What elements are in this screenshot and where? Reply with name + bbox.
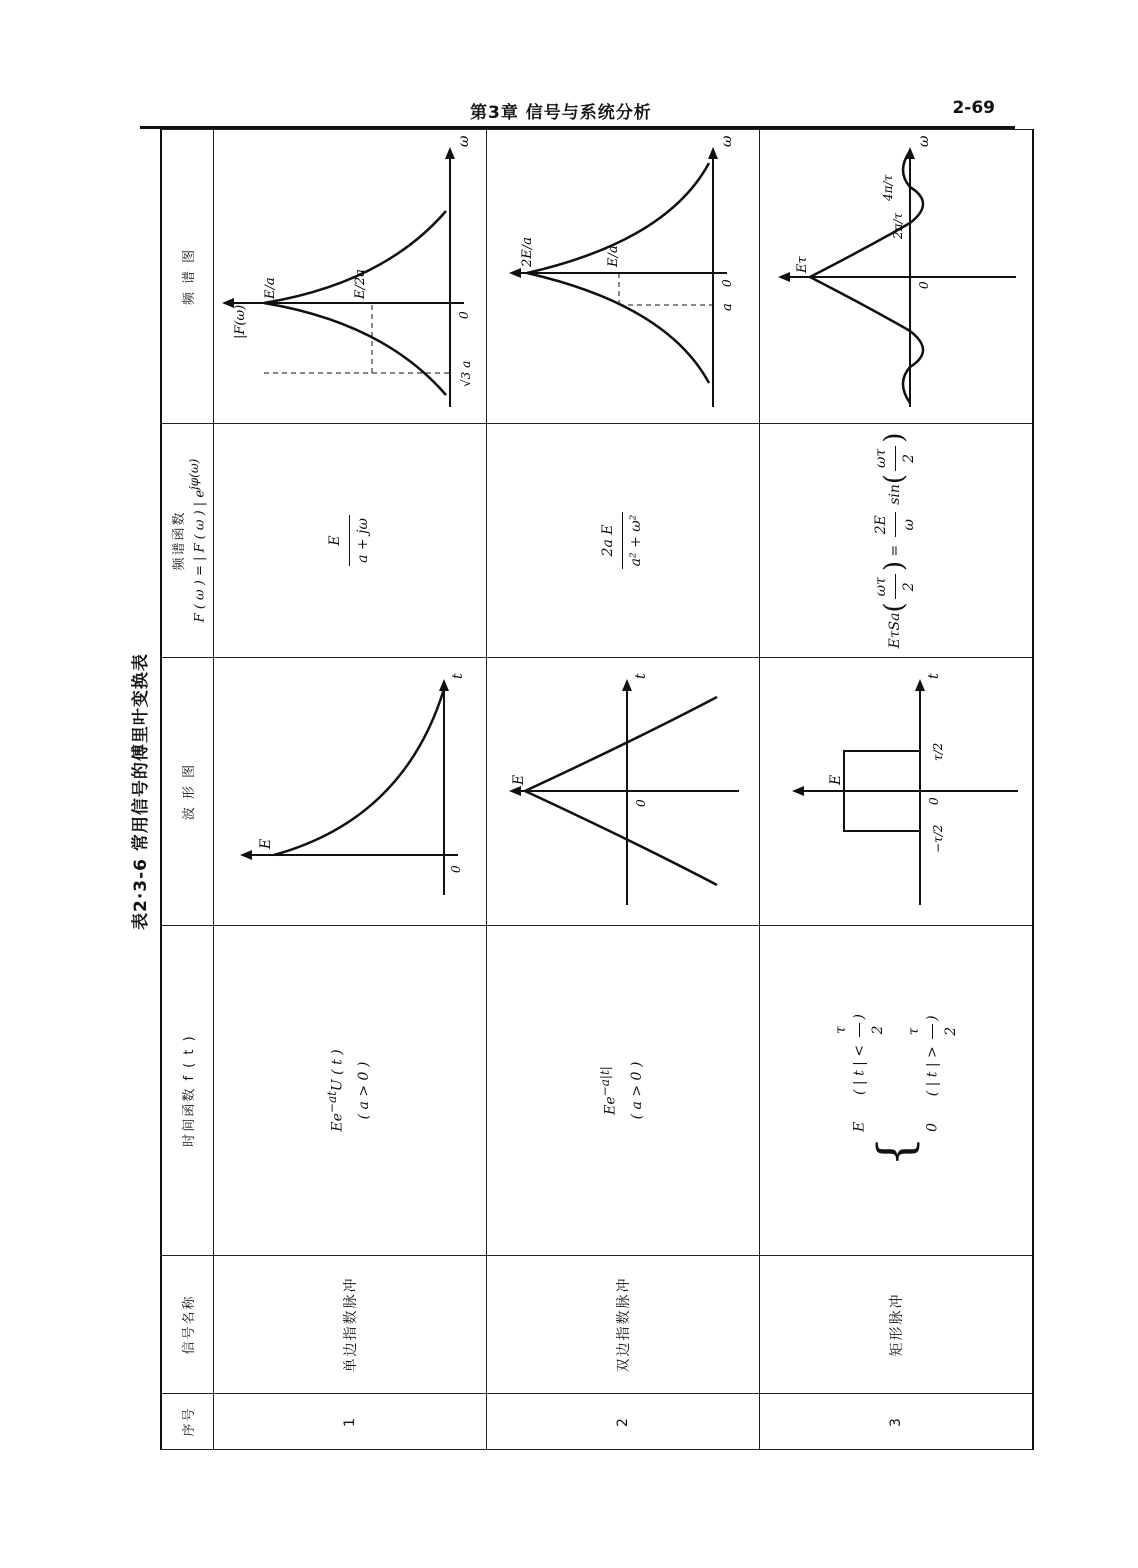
- spectrum-fraction: [322, 515, 376, 566]
- piecewise-cases: [823, 1014, 969, 1132]
- time-axis-label: t: [449, 673, 466, 679]
- signal-name: 双边指数脉冲: [486, 1256, 759, 1394]
- row-index: 2: [486, 1394, 759, 1450]
- case-condition-outside-lead: ( | t | >: [924, 1046, 940, 1097]
- origin-label: 0: [456, 311, 471, 319]
- sa-close-paren: ): [879, 561, 910, 572]
- time-axis-arrow: [915, 679, 925, 691]
- spectrum-function-title: 频谱函数: [171, 510, 187, 571]
- spectrum-function-definition: [187, 424, 207, 657]
- right-exponential-curve: [525, 697, 717, 791]
- header-row: [161, 130, 213, 1450]
- spectrum-numerator: 2a E: [595, 512, 623, 570]
- half-value-label: E/2a: [352, 269, 368, 299]
- spectrum-denominator: a + jω: [355, 518, 371, 563]
- col-header-name: 信号名称: [161, 1256, 213, 1394]
- rectangular-pulse-waveform: [760, 657, 1028, 925]
- page-number: 2-69: [952, 98, 995, 118]
- spectrum-function-exponent: jφ(ω): [186, 458, 201, 490]
- time-function-condition: ( a > 0 ): [356, 1061, 373, 1120]
- amplitude-axis-arrow: [792, 786, 804, 796]
- spectrum-function: [759, 424, 1033, 658]
- running-header: [140, 96, 1015, 129]
- col-header-spectrum-function: [161, 424, 213, 658]
- time-function-exponent: −a|t|: [598, 1066, 613, 1097]
- sin-arg-denominator: 2: [901, 453, 917, 463]
- sin-term: sin: [887, 484, 904, 505]
- close-paren: ): [851, 1014, 867, 1020]
- amplitude-label: E: [827, 774, 844, 785]
- sa-open-paren: (: [879, 602, 910, 613]
- a-label: a: [719, 303, 735, 311]
- sqrt3a-label: √3 a: [458, 360, 473, 387]
- time-axis-label: t: [632, 673, 649, 679]
- exponential-decay-curve: [274, 689, 444, 855]
- single-sided-exponential-waveform: [214, 657, 482, 925]
- piecewise-case-inside: [823, 1014, 896, 1132]
- spectrum-denominator: a² + ω²: [628, 514, 644, 567]
- single-sided-exponential-spectrum: [214, 129, 482, 423]
- rotated-table-region: [120, 130, 1020, 1450]
- sin-arg-numerator: ωτ: [868, 446, 896, 471]
- origin-label: 0: [916, 281, 931, 289]
- time-function-expression: [321, 926, 351, 1255]
- col-header-waveform: 波 形 图: [161, 658, 213, 926]
- table-row: [759, 130, 1033, 1450]
- time-function-condition: ( a > 0 ): [629, 1061, 646, 1120]
- origin-label: 0: [719, 279, 734, 287]
- time-function-exponent: −at: [325, 1091, 340, 1114]
- magnitude-axis-arrow: [778, 272, 790, 282]
- origin-label: 0: [633, 799, 648, 807]
- omega-tau-over-two: [868, 574, 922, 599]
- omega-denominator: ω: [901, 519, 917, 531]
- signal-name: 单边指数脉冲: [213, 1256, 486, 1394]
- omega-axis-arrow: [708, 147, 718, 159]
- sin-argument: [868, 446, 922, 471]
- signal-name: 矩形脉冲: [759, 1256, 1033, 1394]
- two-e-numerator: 2E: [868, 512, 896, 537]
- table-caption: 表2·3-6 常用信号的傅里叶变换表: [131, 653, 151, 930]
- equals-sign: =: [887, 544, 904, 557]
- row-index: 1: [213, 1394, 486, 1450]
- amplitude-axis-arrow: [509, 786, 521, 796]
- amplitude-axis-arrow: [240, 850, 252, 860]
- origin-label: 0: [926, 797, 941, 805]
- omega-tau-numerator: ωτ: [868, 574, 896, 599]
- peak-label: Eτ: [794, 256, 810, 273]
- spectrum-function: [213, 424, 486, 658]
- omega-axis-label: ω: [455, 135, 472, 147]
- waveform-plot-cell: [213, 658, 486, 926]
- spectrum-function: [486, 424, 759, 658]
- time-function-main: Ee: [602, 1096, 619, 1115]
- first-zero-label: 2π/τ: [890, 212, 905, 239]
- tau-over-two: [896, 1024, 969, 1039]
- case-value-e: E: [851, 1121, 867, 1132]
- sin-open-paren: (: [879, 473, 910, 485]
- two-symbol: 2: [869, 1025, 886, 1035]
- time-function-tail: U ( t ): [329, 1049, 346, 1092]
- piecewise-brace: {: [866, 1136, 923, 1167]
- amplitude-label: E: [510, 774, 527, 785]
- spectrum-fraction: [595, 512, 649, 570]
- negative-half-width-label: −τ/2: [930, 824, 945, 853]
- two-e-over-omega: [868, 512, 922, 537]
- spectrum-numerator: E: [322, 515, 350, 566]
- row-index: 3: [759, 1394, 1033, 1450]
- waveform-plot-cell: [759, 658, 1033, 926]
- chapter-title: 第3章 信号与系统分析: [470, 103, 652, 123]
- waveform-plot-cell: [486, 658, 759, 926]
- table-row: [486, 130, 759, 1450]
- time-function-main: Ee: [329, 1113, 346, 1132]
- piecewise-case-outside: [896, 1014, 969, 1132]
- two-symbol: 2: [942, 1026, 959, 1036]
- magnitude-axis-label: |F(ω)|: [232, 300, 248, 339]
- spectrum-plot-cell: [486, 130, 759, 424]
- magnitude-axis-arrow: [509, 268, 521, 278]
- two-denominator: 2: [901, 582, 917, 592]
- second-zero-label: 4π/τ: [880, 174, 895, 201]
- double-sided-exponential-spectrum: [487, 129, 755, 423]
- spectrum-plot-cell: [759, 130, 1033, 424]
- amplitude-label: E: [257, 838, 274, 849]
- half-peak-label: E/a: [605, 245, 621, 267]
- omega-axis-label: ω: [718, 135, 735, 147]
- spectrum-plot-cell: [213, 130, 486, 424]
- omega-axis-label: ω: [915, 135, 932, 147]
- tau-over-two: [823, 1023, 896, 1038]
- omega-axis-arrow: [445, 147, 455, 159]
- double-sided-exponential-waveform: [487, 657, 755, 925]
- spectrum-function-expr: F ( ω ) = | F ( ω ) | e: [191, 489, 207, 623]
- time-axis-label: t: [925, 673, 942, 679]
- case-condition-inside-lead: ( | t | <: [851, 1044, 867, 1095]
- tau-symbol: τ: [823, 1023, 860, 1038]
- tau-symbol: τ: [896, 1024, 933, 1039]
- time-axis-arrow: [622, 679, 632, 691]
- fourier-transform-table: [160, 129, 1034, 1450]
- close-paren: ): [924, 1015, 940, 1021]
- positive-half-width-label: τ/2: [930, 742, 945, 761]
- case-value-zero: 0: [924, 1123, 940, 1132]
- left-exponential-curve: [525, 791, 717, 885]
- origin-label: 0: [448, 865, 463, 873]
- peak-label: 2E/a: [519, 237, 535, 267]
- col-header-time-function: 时间函数 f ( t ): [161, 926, 213, 1256]
- time-function-expression: [594, 926, 624, 1255]
- rectangular-pulse-spectrum: [760, 129, 1028, 423]
- time-function: [759, 926, 1033, 1256]
- sin-close-paren: ): [879, 432, 910, 443]
- table-row: [213, 130, 486, 1450]
- time-function: [486, 926, 759, 1256]
- spectrum-sa-term: EτSa: [887, 612, 904, 649]
- col-header-spectrum-plot: 频 谱 图: [161, 130, 213, 424]
- col-header-index: 序号: [161, 1394, 213, 1450]
- peak-label: E/a: [262, 277, 278, 299]
- time-function: [213, 926, 486, 1256]
